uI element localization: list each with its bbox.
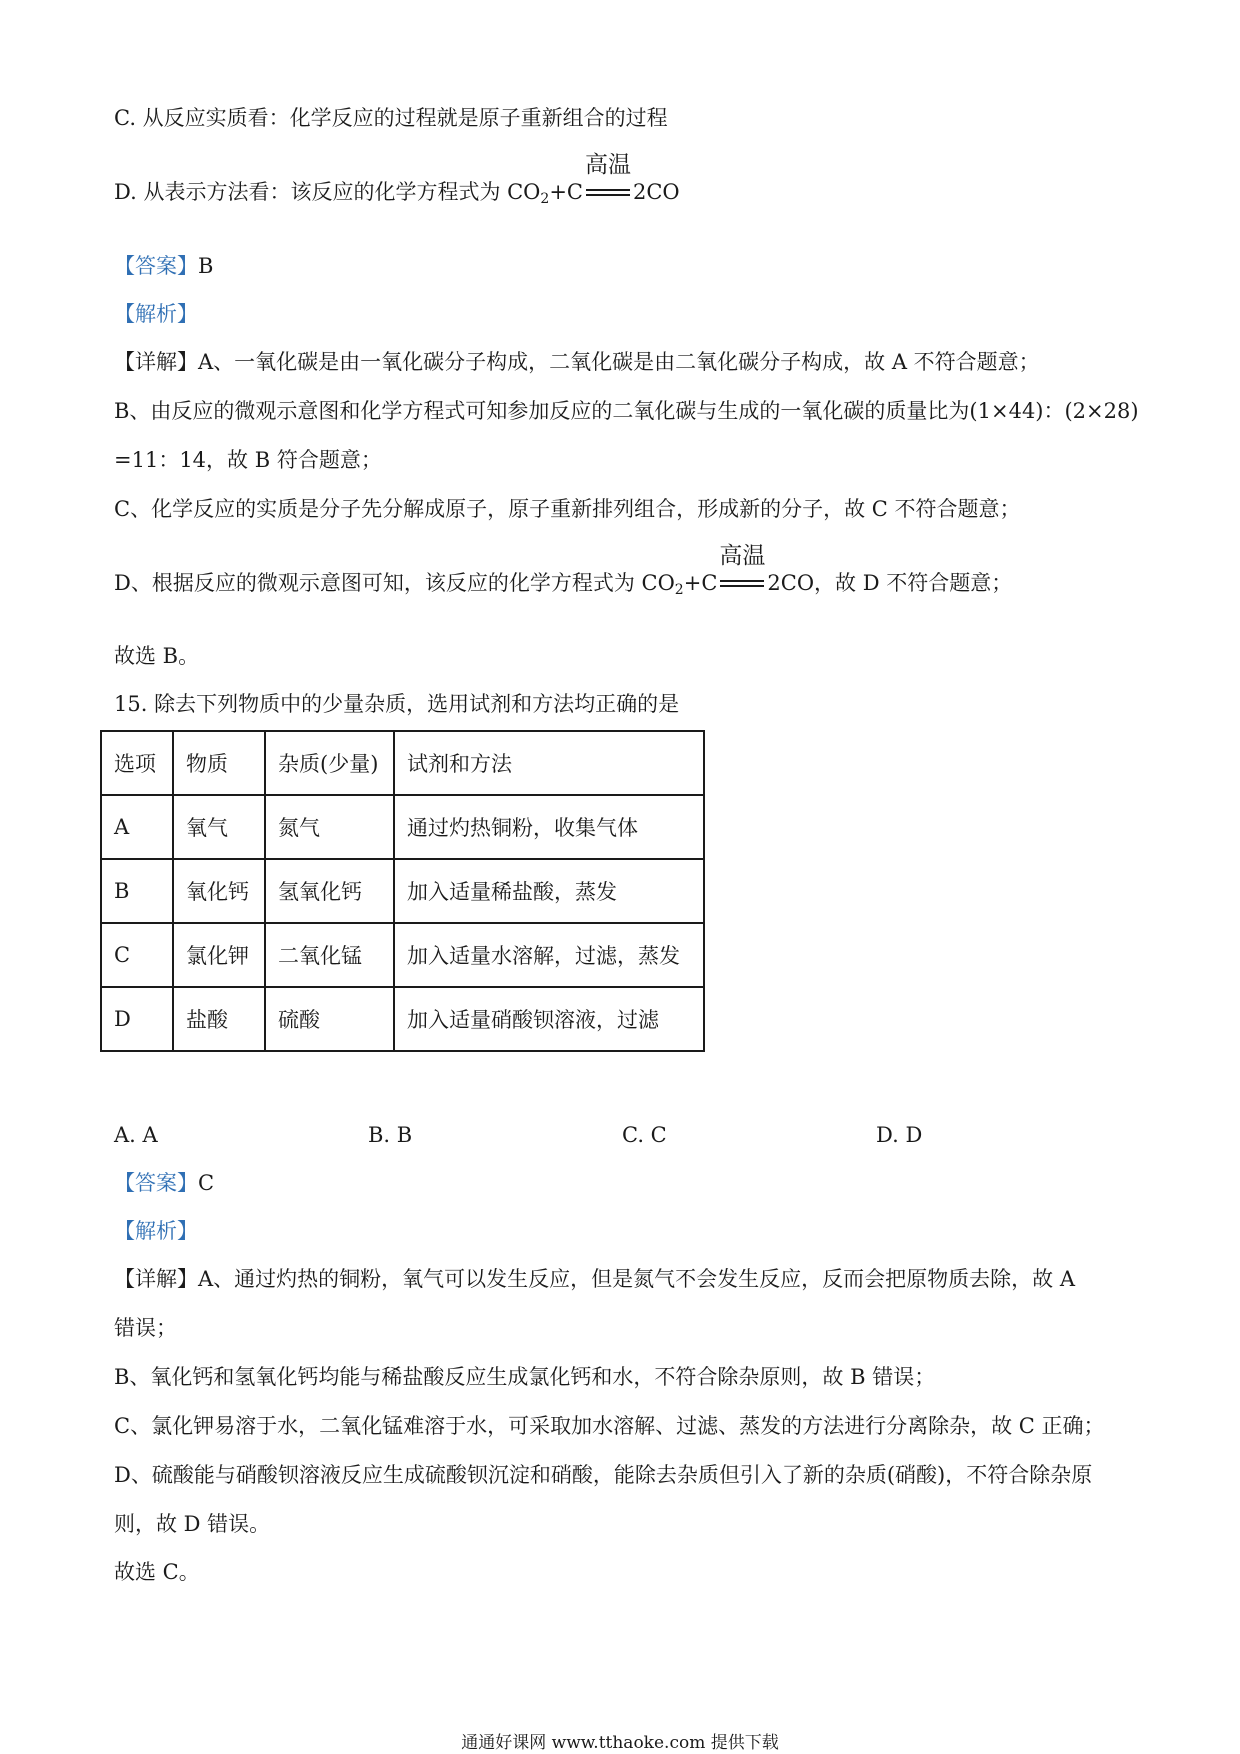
detail-d-prefix: D、根据反应的微观示意图可知，该反应的化学方程式为 CO [114, 571, 675, 595]
table-cell: 二氧化锰 [265, 923, 394, 987]
detail-d-suffix: 2CO，故 D 不符合题意； [767, 571, 1013, 595]
table-cell: C [101, 923, 173, 987]
q14-option-d-suffix: 2CO [633, 180, 680, 204]
answer-value: B [198, 254, 214, 278]
table-cell: A [101, 795, 173, 859]
q15-detail-c: C、氯化钾易溶于水，二氧化锰难溶于水，可采取加水溶解、过滤、蒸发的方法进行分离除杂，故 C 正确； [114, 1414, 1105, 1438]
q14-answer [114, 251, 213, 281]
q14-detail-b-2: =11：14，故 B 符合题意； [114, 448, 382, 472]
answer-value: C [198, 1171, 215, 1195]
table-header-cell: 选项 [101, 731, 173, 795]
table-cell: 加入适量水溶解，过滤，蒸发 [394, 923, 704, 987]
table-cell: 通过灼热铜粉，收集气体 [394, 795, 704, 859]
q14-detail-d [114, 543, 1013, 598]
table-cell: 氮气 [265, 795, 394, 859]
table-row [101, 923, 704, 987]
choice-b: B. B [368, 1123, 413, 1147]
double-bar-icon [720, 580, 764, 587]
q14-analysis-tag: 【解析】 [114, 302, 198, 326]
detail-a-text: A、通过灼热的铜粉，氧气可以发生反应，但是氮气不会发生反应，反而会把原物质去除，故 A [198, 1267, 1076, 1291]
q15-table [100, 730, 705, 1052]
table-cell: 氧气 [173, 795, 265, 859]
subscript-2: 2 [540, 191, 550, 207]
q14-option-d-prefix: D. 从表示方法看：该反应的化学方程式为 CO [114, 180, 541, 204]
table-row [101, 859, 704, 923]
table-cell: 氧化钙 [173, 859, 265, 923]
q14-detail-c: C、化学反应的实质是分子先分解成原子，原子重新排列组合，形成新的分子，故 C 不符合题意； [114, 497, 1021, 521]
table-header-cell: 杂质(少量) [265, 731, 394, 795]
q15-detail-d-1: D、硫酸能与硝酸钡溶液反应生成硫酸钡沉淀和硝酸，能除去杂质但引入了新的杂质(硝酸)，不符合除杂原 [114, 1463, 1093, 1487]
table-cell: 氯化钾 [173, 923, 265, 987]
detail-tag: 【详解】 [114, 350, 198, 374]
page-footer: 通通好课网 www.tthaoke.com 提供下载 [461, 1733, 779, 1753]
choice-c: C. C [622, 1123, 667, 1147]
detail-tag: 【详解】 [114, 1267, 198, 1291]
q15-answer [114, 1168, 214, 1198]
double-bar-icon [586, 189, 630, 196]
table-cell: B [101, 859, 173, 923]
table-cell: D [101, 987, 173, 1051]
table-row [101, 795, 704, 859]
table-cell: 盐酸 [173, 987, 265, 1051]
detail-a-text: A、一氧化碳是由一氧化碳分子构成，二氧化碳是由二氧化碳分子构成，故 A 不符合题意； [198, 350, 1040, 374]
q15-detail-a-1 [114, 1264, 1075, 1294]
choice-d: D. D [876, 1123, 923, 1147]
q14-option-c: C. 从反应实质看：化学反应的过程就是原子重新组合的过程 [114, 106, 668, 130]
q14-detail-a [114, 347, 1040, 377]
choice-a: A. A [114, 1123, 158, 1147]
table-cell: 氢氧化钙 [265, 859, 394, 923]
q14-detail-b-1: B、由反应的微观示意图和化学方程式可知参加反应的二氧化碳与生成的一氧化碳的质量比为(1×44)：(2×28) [114, 399, 1139, 423]
table-cell: 硫酸 [265, 987, 394, 1051]
q14-conclusion: 故选 B。 [114, 644, 200, 668]
reaction-condition: 高温 [585, 152, 631, 178]
answer-tag: 【答案】 [114, 1171, 198, 1195]
subscript-2: 2 [674, 582, 684, 598]
answer-tag: 【答案】 [114, 254, 198, 278]
reaction-condition: 高温 [719, 543, 766, 569]
table-header-row [101, 731, 704, 795]
table-cell: 加入适量稀盐酸，蒸发 [394, 859, 704, 923]
q14-option-d [114, 152, 680, 207]
q15-analysis-tag: 【解析】 [114, 1219, 198, 1243]
q15-detail-b: B、氧化钙和氢氧化钙均能与稀盐酸反应生成氯化钙和水，不符合除杂原则，故 B 错误； [114, 1365, 936, 1389]
q15-stem: 15. 除去下列物质中的少量杂质，选用试剂和方法均正确的是 [114, 692, 680, 716]
table-row [101, 987, 704, 1051]
reaction-arrow [585, 152, 631, 207]
q15-conclusion: 故选 C。 [114, 1560, 200, 1584]
reaction-arrow [719, 543, 766, 598]
q14-option-d-mid: +C [549, 180, 583, 204]
q15-detail-d-2: 则，故 D 错误。 [114, 1512, 271, 1536]
table-cell: 加入适量硝酸钡溶液，过滤 [394, 987, 704, 1051]
table-header-cell: 物质 [173, 731, 265, 795]
detail-d-mid: +C [683, 571, 718, 595]
table-header-cell: 试剂和方法 [394, 731, 704, 795]
q15-detail-a-2: 错误； [114, 1316, 177, 1340]
